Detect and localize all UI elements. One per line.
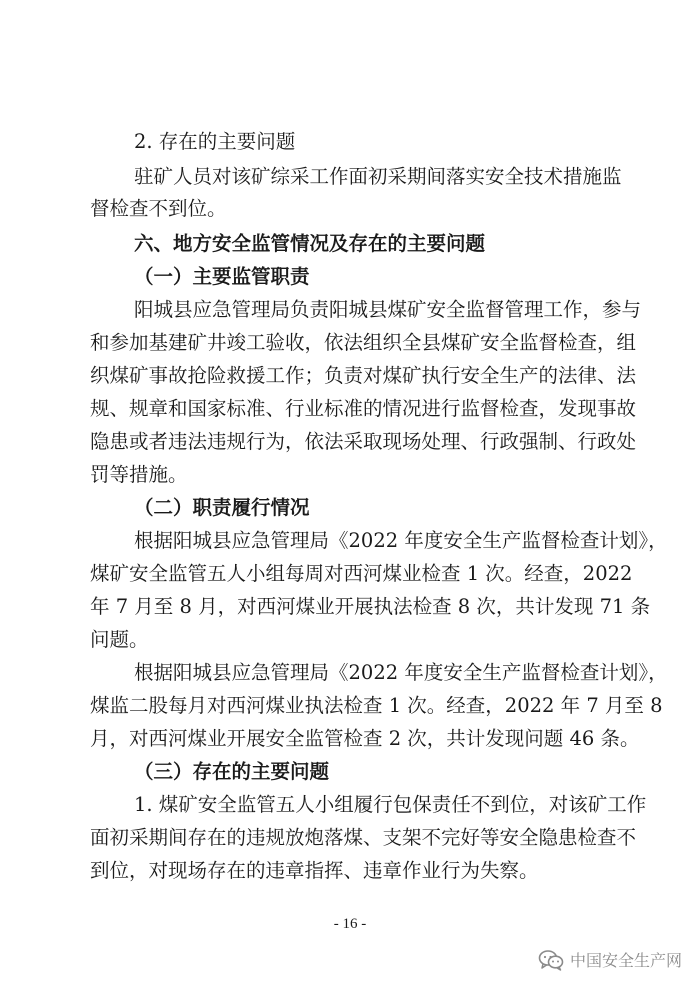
- paragraph-line: 根据阳城县应急管理局《2022 年度安全生产监督检查计划》，: [134, 661, 668, 684]
- paragraph-line: 根据阳城县应急管理局《2022 年度安全生产监督检查计划》，: [134, 529, 668, 552]
- paragraph-line: 年 7 月至 8 月，对西河煤业开展执法检查 8 次，共计发现 71 条: [90, 595, 651, 618]
- paragraph-line: 到位，对现场存在的违章指挥、违章作业行为失察。: [90, 859, 539, 882]
- paragraph-line: 面初采期间存在的违规放炮落煤、支架不完好等安全隐患检查不: [90, 826, 637, 849]
- watermark-text: 中国安全生产网: [569, 951, 682, 970]
- paragraph-line: 督检查不到位。: [90, 197, 227, 220]
- subsection-heading-1: （一）主要监管职责: [134, 265, 310, 288]
- paragraph-line: 问题。: [90, 628, 149, 651]
- paragraph-line: 煤矿安全监管五人小组每周对西河煤业检查 1 次。经查，2022: [90, 562, 633, 585]
- paragraph-line: 煤监二股每月对西河煤业执法检查 1 次。经查，2022 年 7 月至 8: [90, 694, 663, 717]
- section-heading-6: 六、地方安全监管情况及存在的主要问题: [134, 232, 486, 255]
- watermark: [538, 948, 682, 971]
- paragraph-line: 隐患或者违法违规行为，依法采取现场处理、行政强制、行政处: [90, 430, 637, 453]
- paragraph-line: 和参加基建矿井竣工验收，依法组织全县煤矿安全监督检查，组: [90, 331, 637, 354]
- paragraph-line: 阳城县应急管理局负责阳城县煤矿安全监督管理工作，参与: [134, 298, 642, 321]
- paragraph-line: 驻矿人员对该矿综采工作面初采期间落实安全技术措施监: [134, 165, 622, 188]
- paragraph-line: 罚等措施。: [90, 463, 188, 486]
- page-number: - 16 -: [333, 916, 367, 932]
- subheading-existing-problems: 2. 存在的主要问题: [134, 130, 296, 153]
- paragraph-line: 规、规章和国家标准、行业标准的情况进行监督检查，发现事故: [90, 397, 637, 420]
- paragraph-line: 织煤矿事故抢险救援工作；负责对煤矿执行安全生产的法律、法: [90, 364, 637, 387]
- subsection-heading-2: （二）职责履行情况: [134, 496, 310, 519]
- paragraph-line: 1. 煤矿安全监管五人小组履行包保责任不到位，对该矿工作: [134, 793, 647, 816]
- subsection-heading-3: （三）存在的主要问题: [134, 760, 330, 783]
- wechat-icon: [538, 949, 564, 971]
- paragraph-line: 月，对西河煤业开展安全监管检查 2 次，共计发现问题 46 条。: [90, 727, 640, 750]
